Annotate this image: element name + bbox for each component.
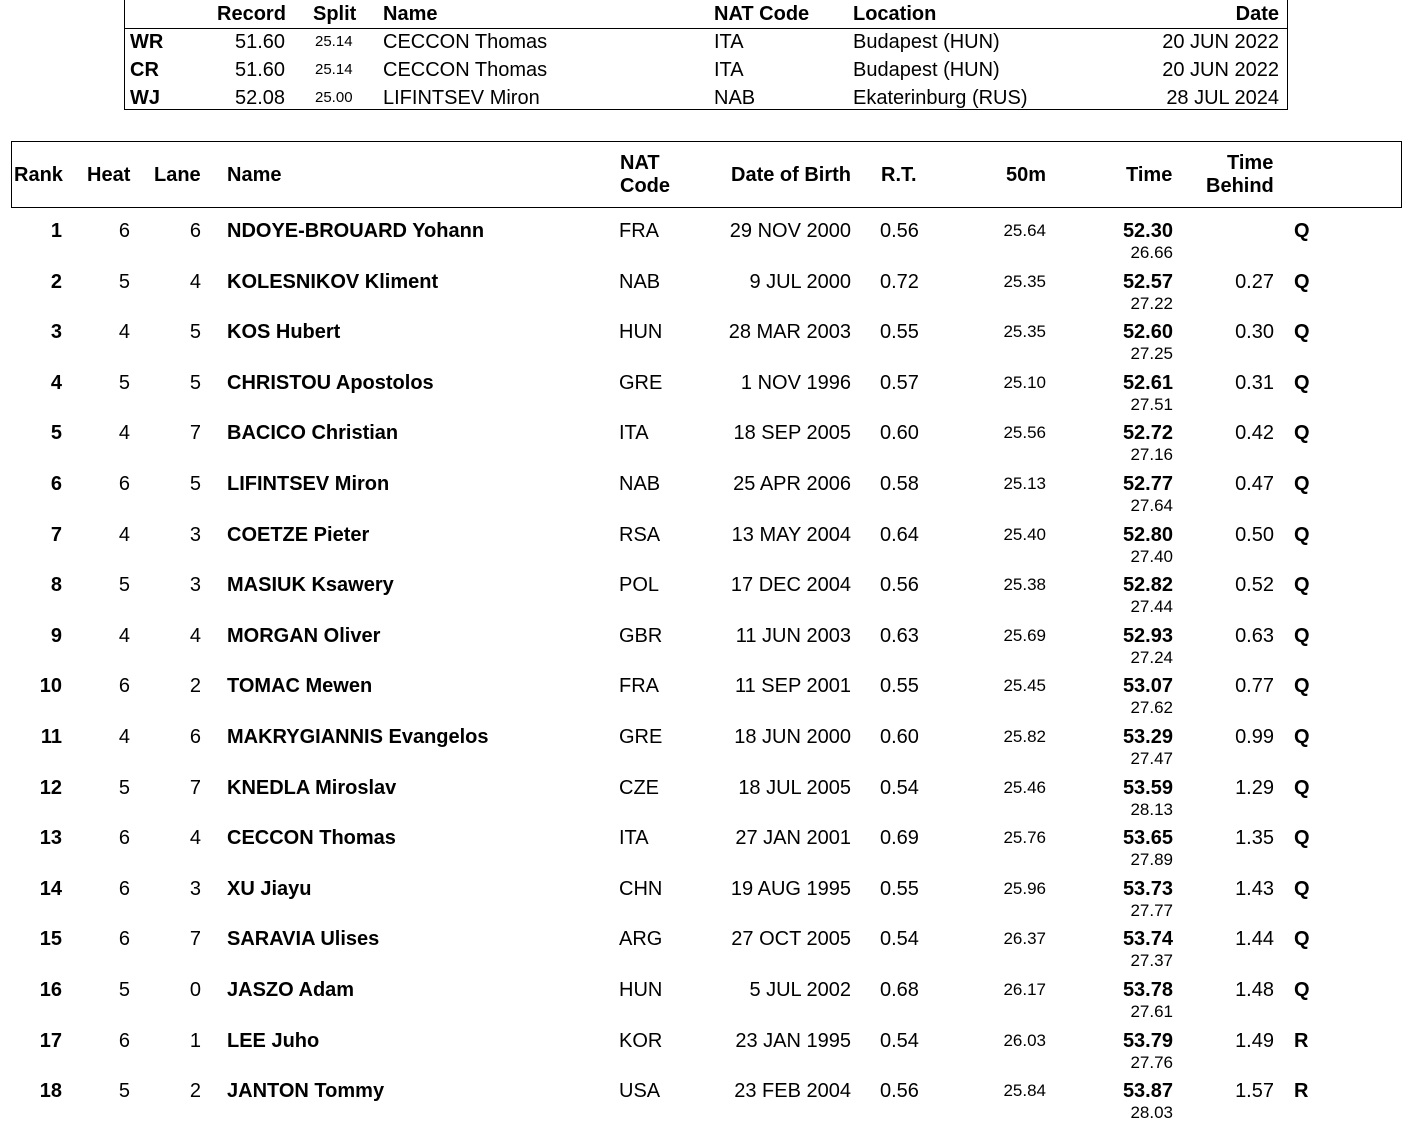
second-split: 27.44 [1130,597,1173,617]
header-lane: Lane [154,164,201,186]
record-location: Budapest (HUN) [853,31,1000,53]
athlete-name: MASIUK Ksawery [227,574,394,597]
split-50m: 25.82 [1003,727,1046,746]
reaction-time: 0.57 [880,371,919,394]
results-header [11,141,1402,208]
result-row [0,664,1414,718]
qualification-status: Q [1294,776,1310,799]
reaction-time: 0.56 [880,1080,919,1103]
rank: 17 [39,1029,62,1052]
nat-code: CHN [619,877,663,900]
final-time: 53.73 [1122,877,1173,900]
final-time: 53.29 [1122,726,1173,748]
athlete-name: JASZO Adam [227,979,355,1001]
lane: 2 [189,1080,201,1103]
final-time: 52.30 [1122,220,1173,242]
header-rank: Rank [14,164,63,186]
nat-code: HUN [619,979,663,1001]
date-of-birth: 28 MAR 2003 [728,321,851,344]
final-time: 52.82 [1122,574,1173,597]
lane: 4 [189,624,201,647]
lane: 7 [189,776,201,799]
heat: 5 [118,776,130,799]
time-behind: 0.31 [1235,371,1274,394]
lane: 6 [189,726,201,748]
date-of-birth: 27 JAN 2001 [735,827,851,850]
athlete-name: KOS Hubert [227,321,341,344]
records-header-nat-code: NAT Code [714,3,810,25]
time-behind: 0.99 [1235,726,1274,748]
time-behind: 0.42 [1235,422,1274,445]
final-time: 52.57 [1122,270,1173,293]
lane: 4 [189,827,201,850]
result-row [0,563,1414,617]
athlete-name: SARAVIA Ulises [227,928,380,951]
result-row [0,260,1414,313]
record-date: 20 JUN 2022 [1162,59,1279,81]
date-of-birth: 23 JAN 1995 [735,1029,851,1052]
second-split: 27.16 [1130,445,1173,465]
lane: 3 [189,574,201,597]
reaction-time: 0.56 [880,574,919,597]
record-location: Ekaterinburg (RUS) [853,87,1028,109]
athlete-name: CHRISTOU Apostolos [227,371,434,394]
date-of-birth: 11 SEP 2001 [734,675,851,698]
qualification-status: Q [1294,220,1310,242]
heat: 6 [118,827,130,850]
qualification-status: Q [1294,574,1310,597]
rank: 4 [50,371,62,394]
record-code: WR [130,31,164,53]
record-code: CR [130,59,159,81]
record-split: 25.14 [315,33,353,50]
records-header-split: Split [313,3,357,25]
nat-code: FRA [619,675,659,698]
reaction-time: 0.72 [880,270,919,293]
rank: 5 [50,422,62,445]
lane: 6 [189,220,201,242]
record-time: 51.60 [235,59,286,81]
final-time: 53.78 [1122,979,1173,1001]
split-50m: 25.76 [1003,828,1046,848]
second-split: 26.66 [1130,243,1173,262]
records-table [124,0,1288,110]
result-row [0,361,1414,414]
date-of-birth: 23 FEB 2004 [734,1080,851,1103]
date-of-birth: 13 MAY 2004 [731,523,851,546]
date-of-birth: 9 JUL 2000 [749,270,851,293]
second-split: 27.51 [1130,394,1173,414]
heat: 6 [118,1029,130,1052]
time-behind: 1.49 [1235,1029,1274,1052]
record-date: 20 JUN 2022 [1162,31,1279,53]
lane: 3 [189,877,201,900]
records-header-name: Name [383,3,438,25]
lane: 5 [189,371,201,394]
athlete-name: CECCON Thomas [227,827,396,850]
split-50m: 25.10 [1003,372,1046,392]
second-split: 27.40 [1130,546,1173,566]
qualification-status: Q [1294,371,1310,394]
result-row [0,816,1414,870]
second-split: 27.61 [1130,1002,1173,1021]
nat-code: FRA [619,220,659,242]
second-split: 27.89 [1130,850,1173,870]
date-of-birth: 18 SEP 2005 [733,422,851,445]
lane: 7 [189,928,201,951]
nat-code: GRE [619,726,663,748]
result-row [0,1069,1414,1123]
record-location: Budapest (HUN) [853,59,1000,81]
split-50m: 25.64 [1003,221,1046,240]
header-time-behind-line2: Behind [1206,175,1274,197]
athlete-name: JANTON Tommy [227,1080,385,1103]
reaction-time: 0.63 [880,624,919,647]
final-time: 52.61 [1122,371,1173,394]
rank: 1 [50,220,62,242]
athlete-name: XU Jiayu [227,877,312,900]
record-nat-code: ITA [714,31,744,53]
rank: 9 [50,624,62,647]
split-50m: 25.13 [1003,474,1046,493]
reaction-time: 0.54 [880,776,919,799]
second-split: 27.37 [1130,951,1173,971]
rank: 14 [39,877,62,900]
result-row [0,209,1414,262]
result-row [0,411,1414,465]
reaction-time: 0.60 [880,422,919,445]
result-row [0,867,1414,920]
nat-code: USA [619,1080,661,1103]
final-time: 53.07 [1122,675,1173,698]
athlete-name: TOMAC Mewen [227,675,373,698]
header-50m: 50m [1006,164,1047,186]
split-50m: 25.35 [1003,322,1046,342]
record-name: LIFINTSEV Miron [383,87,540,109]
nat-code: KOR [619,1029,663,1052]
header-nat-line2: Code [620,175,670,197]
heat: 4 [118,726,130,748]
qualification-status: Q [1294,726,1310,748]
final-time: 53.65 [1122,827,1173,850]
date-of-birth: 11 JUN 2003 [735,624,851,647]
qualification-status: Q [1294,321,1310,344]
rank: 6 [50,473,62,495]
nat-code: CZE [619,776,659,799]
athlete-name: MORGAN Oliver [227,624,381,647]
nat-code: GBR [619,624,663,647]
time-behind: 1.35 [1235,827,1274,850]
time-behind: 0.52 [1235,574,1274,597]
date-of-birth: 19 AUG 1995 [730,877,851,900]
date-of-birth: 17 DEC 2004 [730,574,851,597]
nat-code: HUN [619,321,663,344]
split-50m: 25.35 [1003,271,1046,291]
header-time-behind-line1: Time [1227,152,1274,174]
athlete-name: LEE Juho [227,1029,320,1052]
qualification-status: R [1294,1029,1309,1052]
final-time: 53.59 [1122,776,1173,799]
record-time: 52.08 [235,87,286,109]
record-time: 51.60 [235,31,286,53]
result-row [0,968,1414,1021]
heat: 5 [118,979,130,1001]
date-of-birth: 27 OCT 2005 [731,928,851,951]
lane: 1 [189,1029,201,1052]
heat: 5 [118,574,130,597]
header-heat: Heat [87,164,131,186]
reaction-time: 0.68 [880,979,919,1001]
athlete-name: KNEDLA Miroslav [227,776,397,799]
second-split: 27.24 [1130,647,1173,667]
rank: 13 [39,827,62,850]
final-time: 53.79 [1122,1029,1173,1052]
heat: 6 [118,877,130,900]
second-split: 27.76 [1130,1052,1173,1072]
rank: 7 [50,523,62,546]
heat: 4 [118,422,130,445]
result-row [0,917,1414,971]
result-row [0,1019,1414,1072]
header-nat-line1: NAT [620,152,660,174]
nat-code: NAB [619,270,661,293]
heat: 4 [118,624,130,647]
result-row [0,513,1414,566]
qualification-status: Q [1294,422,1310,445]
heat: 6 [118,473,130,495]
split-50m: 25.45 [1003,676,1046,696]
header-name: Name [227,164,282,186]
split-50m: 25.56 [1003,423,1046,443]
athlete-name: BACICO Christian [227,422,399,445]
final-time: 52.72 [1122,422,1173,445]
final-time: 53.87 [1122,1080,1173,1103]
lane: 5 [189,473,201,495]
time-behind: 1.44 [1235,928,1274,951]
result-row [0,310,1414,364]
header-time: Time [1126,164,1173,186]
records-header [125,0,1287,29]
rank: 12 [39,776,62,799]
split-50m: 26.03 [1003,1030,1046,1050]
header-date-of-birth: Date of Birth [731,164,851,186]
split-50m: 25.69 [1003,625,1046,645]
lane: 0 [189,979,201,1001]
time-behind: 0.50 [1235,523,1274,546]
record-date: 28 JUL 2024 [1166,87,1279,109]
record-nat-code: NAB [714,87,756,109]
nat-code: POL [619,574,660,597]
heat: 6 [118,928,130,951]
split-50m: 26.37 [1003,929,1046,949]
reaction-time: 0.54 [880,928,919,951]
final-time: 53.74 [1122,928,1173,951]
reaction-time: 0.55 [880,675,919,698]
reaction-time: 0.60 [880,726,919,748]
qualification-status: R [1294,1080,1309,1103]
athlete-name: MAKRYGIANNIS Evangelos [227,726,489,748]
nat-code: ARG [619,928,663,951]
date-of-birth: 18 JUL 2005 [738,776,851,799]
record-split: 25.14 [315,61,353,78]
date-of-birth: 29 NOV 2000 [729,220,851,242]
records-header-date: Date [1235,3,1279,25]
qualification-status: Q [1294,473,1310,495]
date-of-birth: 1 NOV 1996 [740,371,851,394]
time-behind: 0.77 [1235,675,1274,698]
second-split: 27.25 [1130,344,1173,364]
result-row [0,766,1414,819]
athlete-name: NDOYE-BROUARD Yohann [227,220,485,242]
reaction-time: 0.55 [880,321,919,344]
athlete-name: LIFINTSEV Miron [227,473,390,495]
records-header-record: Record [217,3,286,25]
date-of-birth: 25 APR 2006 [733,473,851,495]
time-behind: 0.63 [1235,624,1274,647]
rank: 3 [50,321,62,344]
heat: 6 [118,675,130,698]
split-50m: 25.96 [1003,878,1046,898]
split-50m: 25.40 [1003,524,1046,544]
heat: 4 [118,321,130,344]
second-split: 27.62 [1130,698,1173,718]
heat: 5 [118,1080,130,1103]
qualification-status: Q [1294,523,1310,546]
split-50m: 25.84 [1003,1081,1046,1101]
record-code: WJ [130,87,160,109]
lane: 7 [189,422,201,445]
heat: 5 [118,270,130,293]
time-behind: 1.43 [1235,877,1274,900]
split-50m: 26.17 [1003,980,1046,999]
record-row [125,56,1287,84]
second-split: 27.47 [1130,749,1173,768]
record-name: CECCON Thomas [383,59,548,81]
result-row [0,715,1414,768]
second-split: 28.13 [1130,799,1173,819]
rank: 2 [50,270,62,293]
time-behind: 1.57 [1235,1080,1274,1103]
result-row [0,614,1414,667]
athlete-name: COETZE Pieter [227,523,370,546]
heat: 4 [118,523,130,546]
rank: 18 [39,1080,62,1103]
nat-code: ITA [619,422,649,445]
qualification-status: Q [1294,270,1310,293]
date-of-birth: 18 JUN 2000 [734,726,851,748]
qualification-status: Q [1294,877,1310,900]
reaction-time: 0.55 [880,877,919,900]
second-split: 27.22 [1130,293,1173,313]
athlete-name: KOLESNIKOV Kliment [227,270,439,293]
time-behind: 0.27 [1235,270,1274,293]
result-row [0,462,1414,515]
second-split: 27.77 [1130,900,1173,920]
record-row [125,28,1287,56]
nat-code: NAB [619,473,661,495]
final-time: 52.60 [1122,321,1173,344]
record-split: 25.00 [315,89,353,106]
lane: 4 [189,270,201,293]
qualification-status: Q [1294,827,1310,850]
reaction-time: 0.58 [880,473,919,495]
header-rt: R.T. [881,164,917,186]
time-behind: 0.47 [1235,473,1274,495]
lane: 2 [189,675,201,698]
records-header-location: Location [853,3,937,25]
reaction-time: 0.69 [880,827,919,850]
reaction-time: 0.54 [880,1029,919,1052]
reaction-time: 0.56 [880,220,919,242]
final-time: 52.77 [1122,473,1173,495]
nat-code: RSA [619,523,661,546]
rank: 10 [39,675,62,698]
nat-code: ITA [619,827,649,850]
qualification-status: Q [1294,675,1310,698]
qualification-status: Q [1294,979,1310,1001]
lane: 3 [189,523,201,546]
second-split: 27.64 [1130,496,1173,515]
nat-code: GRE [619,371,663,394]
record-name: CECCON Thomas [383,31,548,53]
time-behind: 0.30 [1235,321,1274,344]
time-behind: 1.48 [1235,979,1274,1001]
time-behind: 1.29 [1235,776,1274,799]
record-nat-code: ITA [714,59,744,81]
split-50m: 25.46 [1003,777,1046,797]
final-time: 52.80 [1122,523,1173,546]
rank: 8 [50,574,62,597]
final-time: 52.93 [1122,624,1173,647]
lane: 5 [189,321,201,344]
rank: 16 [39,979,62,1001]
rank: 15 [39,928,62,951]
reaction-time: 0.64 [880,523,919,546]
heat: 6 [118,220,130,242]
record-row [125,84,1287,112]
qualification-status: Q [1294,624,1310,647]
date-of-birth: 5 JUL 2002 [749,979,851,1001]
rank: 11 [40,726,62,748]
qualification-status: Q [1294,928,1310,951]
second-split: 28.03 [1130,1103,1173,1123]
heat: 5 [118,371,130,394]
split-50m: 25.38 [1003,575,1046,595]
